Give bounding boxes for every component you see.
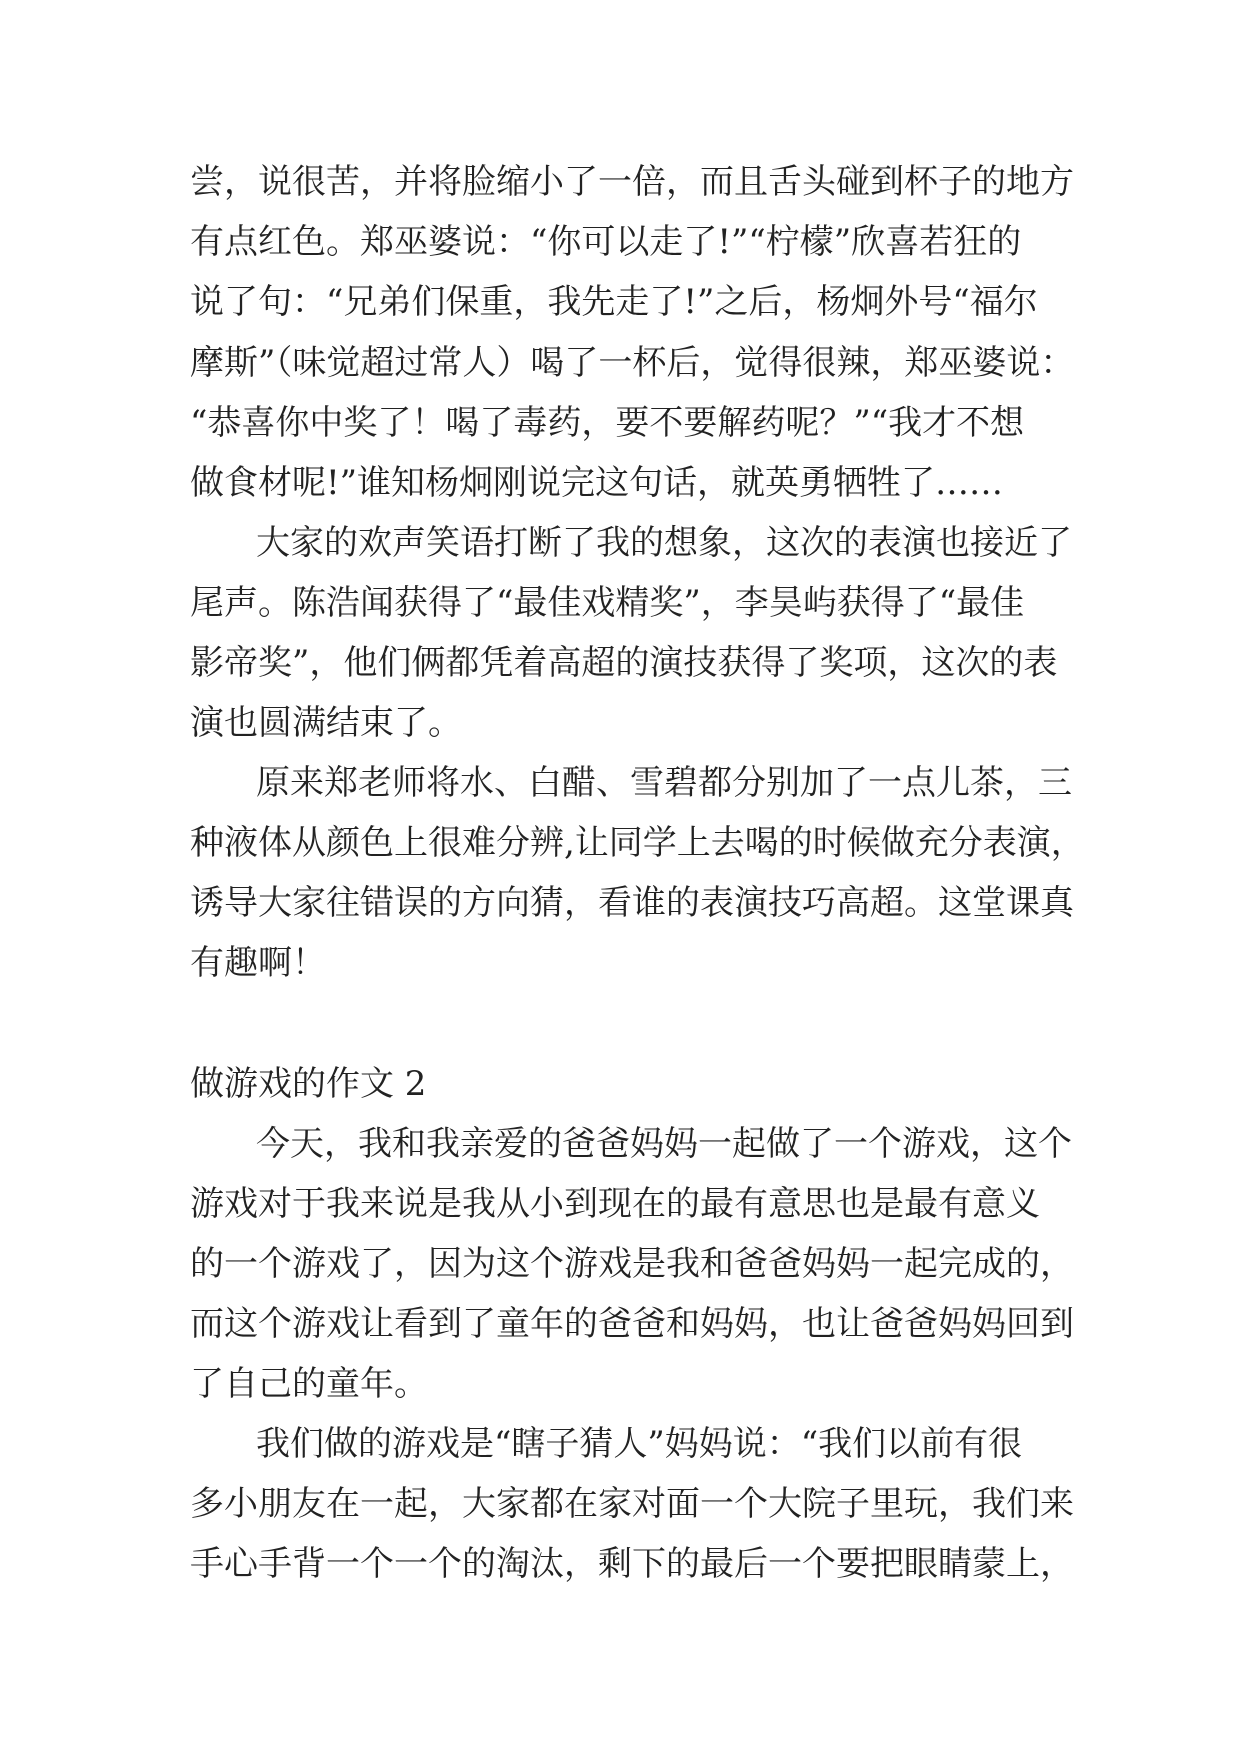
text-line: “恭喜你中奖了！喝了毒药，要不要解药呢？”“我才不想 (190, 403, 1025, 443)
text-line: 多小朋友在一起，大家都在家对面一个大院子里玩，我们来 (190, 1484, 1074, 1524)
text-line: 而这个游戏让看到了童年的爸爸和妈妈，也让爸爸妈妈回到 (190, 1304, 1074, 1344)
paragraph-start-line: 大家的欢声笑语打断了我的想象，这次的表演也接近了 (256, 523, 1072, 563)
text-line: 有趣啊！ (190, 943, 326, 983)
text-line: 有点红色。郑巫婆说：“你可以走了!”“柠檬”欣喜若狂的 (190, 222, 1022, 262)
text-line: 诱导大家往错误的方向猜，看谁的表演技巧高超。这堂课真 (190, 883, 1074, 923)
text-line: 游戏对于我来说是我从小到现在的最有意思也是最有意义 (190, 1184, 1040, 1224)
text-line: 演也圆满结束了。 (190, 703, 462, 743)
text-line: 尝，说很苦，并将脸缩小了一倍，而且舌头碰到杯子的地方 (190, 162, 1074, 202)
text-line: 种液体从颜色上很难分辨,让同学上去喝的时候做充分表演， (190, 823, 1085, 863)
text-line: 手心手背一个一个的淘汰，剩下的最后一个要把眼睛蒙上， (190, 1544, 1074, 1584)
text-line: 了自己的童年。 (190, 1364, 428, 1404)
text-line: 说了句：“兄弟们保重，我先走了!”之后，杨炯外号“福尔 (190, 282, 1038, 322)
section-heading: 做游戏的作文 2 (190, 1064, 427, 1104)
text-line: 摩斯”（味觉超过常人）喝了一杯后，觉得很辣，郑巫婆说： (190, 343, 1075, 383)
text-line: 做食材呢!”谁知杨炯刚说完这句话，就英勇牺牲了…… (190, 463, 1004, 503)
text-line: 尾声。陈浩闻获得了“最佳戏精奖”，李昊屿获得了“最佳 (190, 583, 1025, 623)
paragraph-start-line: 今天，我和我亲爱的爸爸妈妈一起做了一个游戏，这个 (256, 1124, 1072, 1164)
text-line: 影帝奖”，他们俩都凭着高超的演技获得了奖项，这次的表 (190, 643, 1058, 683)
paragraph-start-line: 原来郑老师将水、白醋、雪碧都分别加了一点儿茶，三 (256, 763, 1072, 803)
paragraph-start-line: 我们做的游戏是“瞎子猜人”妈妈说：“我们以前有很 (256, 1424, 1023, 1464)
text-line: 的一个游戏了，因为这个游戏是我和爸爸妈妈一起完成的， (190, 1244, 1074, 1284)
